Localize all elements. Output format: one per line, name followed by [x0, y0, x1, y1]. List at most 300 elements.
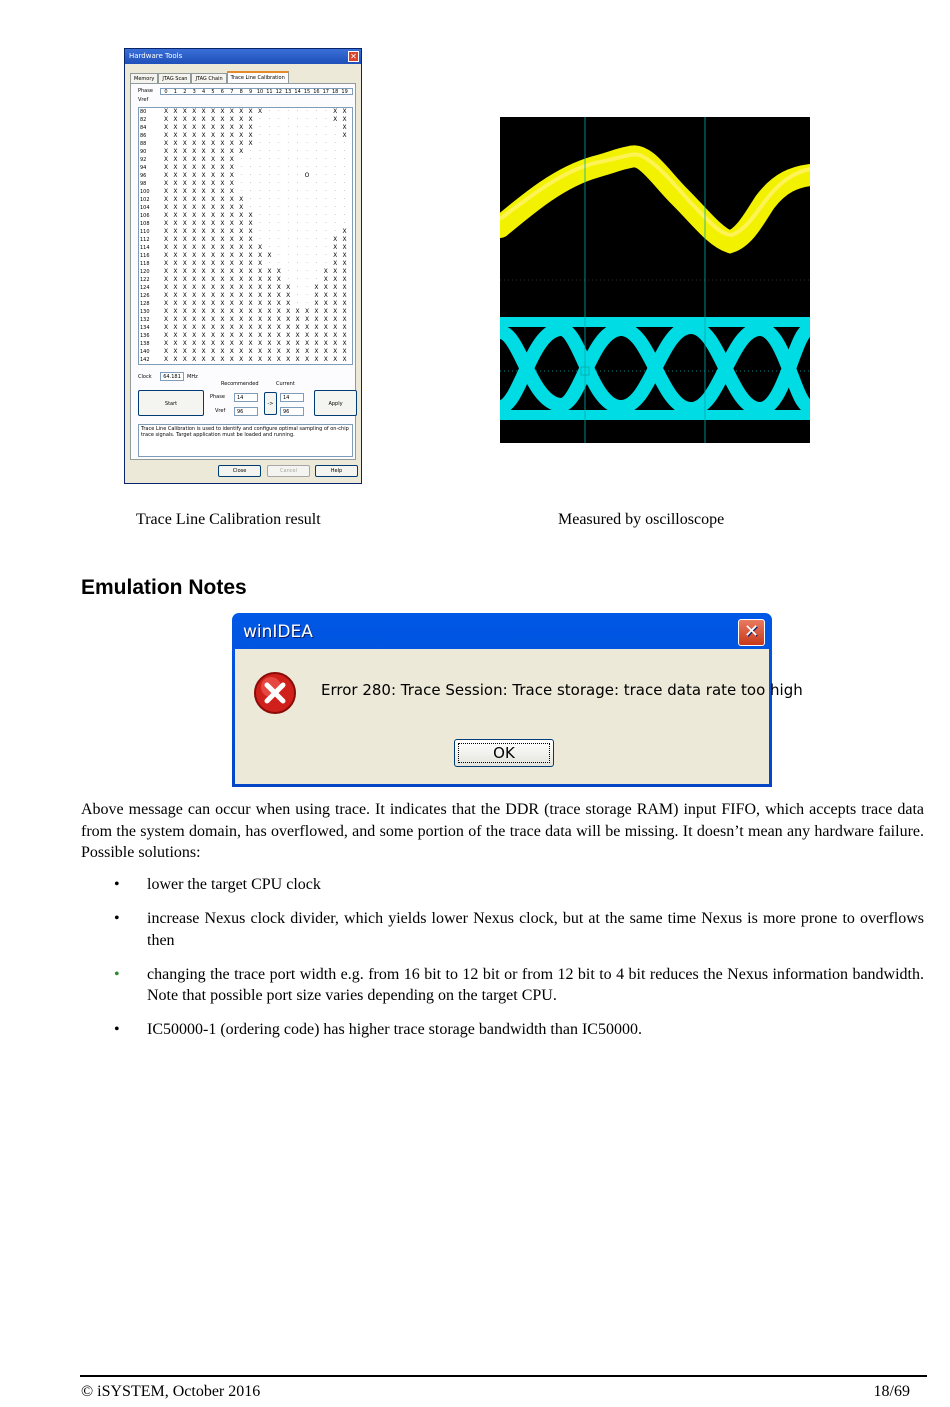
grid-cell-pass[interactable]: ·: [249, 196, 252, 203]
grid-cell-fail[interactable]: X: [182, 356, 187, 363]
grid-cell-fail[interactable]: X: [201, 300, 206, 307]
grid-cell-fail[interactable]: X: [182, 252, 187, 259]
grid-cell-fail[interactable]: X: [229, 140, 234, 147]
grid-cell-pass[interactable]: ·: [324, 116, 327, 123]
grid-cell-fail[interactable]: X: [210, 228, 216, 235]
grid-cell-pass[interactable]: ·: [315, 148, 318, 155]
grid-cell-pass[interactable]: ·: [268, 132, 271, 139]
grid-cell-fail[interactable]: X: [239, 252, 244, 259]
grid-cell-pass[interactable]: ·: [296, 196, 299, 203]
grid-cell-pass[interactable]: ·: [315, 260, 318, 267]
grid-cell-fail[interactable]: X: [210, 332, 216, 339]
grid-cell-fail[interactable]: X: [333, 316, 338, 323]
grid-cell-pass[interactable]: ·: [306, 276, 308, 283]
grid-cell-fail[interactable]: X: [286, 292, 291, 299]
grid-cell-pass[interactable]: ·: [277, 124, 280, 131]
grid-cell-fail[interactable]: X: [239, 308, 244, 315]
grid-cell-fail[interactable]: X: [304, 356, 310, 363]
grid-cell-fail[interactable]: X: [342, 316, 347, 323]
grid-cell-pass[interactable]: ·: [343, 196, 346, 203]
grid-cell-pass[interactable]: ·: [324, 260, 327, 267]
grid-cell-fail[interactable]: X: [229, 244, 234, 251]
ok-button[interactable]: OK: [454, 739, 554, 767]
grid-cell-fail[interactable]: X: [201, 260, 206, 267]
grid-cell-fail[interactable]: X: [248, 300, 253, 307]
grid-cell-fail[interactable]: X: [342, 340, 347, 347]
grid-cell-fail[interactable]: X: [220, 116, 225, 123]
grid-cell-fail[interactable]: X: [220, 284, 225, 291]
grid-cell-fail[interactable]: X: [229, 148, 234, 155]
grid-cell-fail[interactable]: X: [323, 268, 328, 275]
current-vref-field[interactable]: 96: [280, 407, 304, 416]
grid-cell-fail[interactable]: X: [182, 332, 187, 339]
grid-cell-pass[interactable]: ·: [306, 236, 308, 243]
grid-cell-pass[interactable]: ·: [324, 108, 327, 115]
grid-cell-fail[interactable]: X: [173, 260, 178, 267]
grid-cell-fail[interactable]: X: [323, 292, 328, 299]
grid-cell-pass[interactable]: ·: [277, 220, 280, 227]
grid-cell-pass[interactable]: ·: [296, 236, 299, 243]
grid-cell-pass[interactable]: ·: [268, 180, 271, 187]
close-icon[interactable]: ✕: [738, 619, 765, 646]
grid-cell-fail[interactable]: X: [163, 252, 169, 259]
grid-cell-fail[interactable]: X: [248, 348, 253, 355]
close-button[interactable]: Close: [218, 465, 261, 477]
grid-cell-pass[interactable]: ·: [277, 116, 280, 123]
grid-cell-fail[interactable]: X: [210, 324, 216, 331]
grid-cell-fail[interactable]: X: [229, 180, 234, 187]
grid-cell-fail[interactable]: X: [173, 116, 178, 123]
grid-cell-fail[interactable]: X: [333, 260, 338, 267]
grid-cell-fail[interactable]: X: [201, 124, 206, 131]
grid-cell-pass[interactable]: ·: [268, 164, 271, 171]
grid-cell-pass[interactable]: ·: [306, 268, 308, 275]
grid-cell-pass[interactable]: ·: [315, 236, 318, 243]
grid-cell-pass[interactable]: ·: [315, 140, 318, 147]
grid-cell-fail[interactable]: X: [210, 268, 216, 275]
grid-cell-fail[interactable]: X: [173, 284, 178, 291]
grid-cell-pass[interactable]: ·: [268, 244, 271, 251]
grid-cell-pass[interactable]: ·: [296, 140, 299, 147]
grid-cell-pass[interactable]: ·: [277, 164, 280, 171]
grid-cell-fail[interactable]: X: [182, 196, 187, 203]
grid-cell-fail[interactable]: X: [220, 252, 225, 259]
grid-cell-fail[interactable]: X: [323, 300, 328, 307]
grid-cell-fail[interactable]: X: [192, 140, 197, 147]
grid-cell-fail[interactable]: X: [333, 324, 338, 331]
grid-cell-fail[interactable]: X: [342, 260, 347, 267]
grid-cell-fail[interactable]: X: [163, 356, 169, 363]
grid-cell-pass[interactable]: ·: [277, 236, 280, 243]
grid-cell-pass[interactable]: ·: [306, 212, 308, 219]
grid-cell-fail[interactable]: X: [210, 356, 216, 363]
grid-cell-fail[interactable]: X: [163, 332, 169, 339]
grid-cell-fail[interactable]: X: [333, 308, 338, 315]
grid-cell-pass[interactable]: ·: [315, 124, 318, 131]
grid-cell-fail[interactable]: X: [248, 276, 253, 283]
grid-cell-fail[interactable]: X: [182, 212, 187, 219]
grid-cell-fail[interactable]: X: [192, 244, 197, 251]
grid-cell-pass[interactable]: ·: [315, 172, 318, 179]
grid-cell-fail[interactable]: X: [220, 196, 225, 203]
grid-cell-fail[interactable]: X: [163, 148, 169, 155]
grid-cell-fail[interactable]: X: [182, 108, 187, 115]
grid-cell-fail[interactable]: X: [163, 188, 169, 195]
grid-cell-fail[interactable]: X: [304, 324, 310, 331]
grid-cell-fail[interactable]: X: [163, 308, 169, 315]
grid-cell-pass[interactable]: ·: [324, 212, 327, 219]
grid-cell-fail[interactable]: X: [248, 268, 253, 275]
grid-cell-fail[interactable]: X: [163, 292, 169, 299]
grid-cell-pass[interactable]: ·: [324, 252, 327, 259]
grid-cell-fail[interactable]: X: [239, 212, 244, 219]
grid-cell-fail[interactable]: X: [192, 156, 197, 163]
grid-cell-pass[interactable]: ·: [334, 228, 337, 235]
grid-cell-fail[interactable]: X: [210, 252, 216, 259]
grid-cell-pass[interactable]: ·: [268, 156, 271, 163]
grid-cell-fail[interactable]: X: [210, 316, 216, 323]
grid-cell-pass[interactable]: ·: [277, 252, 280, 259]
grid-cell-pass[interactable]: ·: [259, 204, 261, 211]
grid-cell-fail[interactable]: X: [220, 292, 225, 299]
grid-cell-fail[interactable]: X: [192, 180, 197, 187]
grid-cell-fail[interactable]: X: [276, 340, 281, 347]
grid-cell-fail[interactable]: X: [220, 348, 225, 355]
grid-cell-fail[interactable]: X: [173, 292, 178, 299]
grid-cell-fail[interactable]: X: [267, 276, 272, 283]
grid-cell-fail[interactable]: X: [248, 252, 253, 259]
grid-cell-fail[interactable]: X: [182, 308, 187, 315]
grid-cell-pass[interactable]: ·: [240, 180, 243, 187]
grid-cell-fail[interactable]: X: [295, 324, 300, 331]
grid-cell-fail[interactable]: X: [163, 228, 169, 235]
grid-cell-pass[interactable]: ·: [334, 156, 337, 163]
grid-cell-fail[interactable]: X: [323, 332, 328, 339]
grid-cell-fail[interactable]: X: [304, 332, 310, 339]
grid-cell-fail[interactable]: X: [286, 332, 291, 339]
grid-cell-pass[interactable]: ·: [268, 204, 271, 211]
grid-cell-fail[interactable]: X: [314, 284, 319, 291]
grid-cell-fail[interactable]: X: [192, 132, 197, 139]
grid-cell-fail[interactable]: X: [333, 244, 338, 251]
grid-cell-fail[interactable]: X: [220, 228, 225, 235]
grid-cell-fail[interactable]: X: [286, 316, 291, 323]
grid-cell-pass[interactable]: ·: [259, 156, 261, 163]
grid-cell-fail[interactable]: X: [239, 268, 244, 275]
grid-cell-fail[interactable]: X: [286, 324, 291, 331]
grid-cell-pass[interactable]: ·: [240, 172, 243, 179]
grid-cell-pass[interactable]: ·: [287, 188, 290, 195]
grid-cell-fail[interactable]: X: [182, 116, 187, 123]
grid-cell-fail[interactable]: X: [220, 108, 225, 115]
grid-cell-pass[interactable]: ·: [287, 172, 290, 179]
grid-cell-fail[interactable]: X: [182, 348, 187, 355]
grid-cell-fail[interactable]: X: [239, 140, 244, 147]
grid-cell-fail[interactable]: X: [220, 124, 225, 131]
grid-cell-pass[interactable]: ·: [296, 244, 299, 251]
grid-cell-fail[interactable]: X: [182, 324, 187, 331]
tab-memory[interactable]: Memory: [130, 73, 158, 84]
grid-cell-pass[interactable]: ·: [277, 244, 280, 251]
grid-cell-pass[interactable]: ·: [324, 164, 327, 171]
grid-cell-pass[interactable]: ·: [287, 244, 290, 251]
grid-cell-fail[interactable]: X: [267, 332, 272, 339]
grid-cell-fail[interactable]: X: [342, 132, 347, 139]
grid-cell-fail[interactable]: X: [239, 196, 244, 203]
grid-cell-pass[interactable]: ·: [268, 236, 271, 243]
grid-cell-pass[interactable]: ·: [277, 156, 280, 163]
grid-cell-fail[interactable]: X: [210, 124, 216, 131]
grid-cell-fail[interactable]: X: [220, 164, 225, 171]
grid-cell-fail[interactable]: X: [201, 164, 206, 171]
grid-cell-fail[interactable]: X: [220, 212, 225, 219]
grid-cell-pass[interactable]: ·: [268, 212, 271, 219]
grid-cell-pass[interactable]: ·: [259, 140, 261, 147]
grid-cell-pass[interactable]: ·: [296, 108, 299, 115]
grid-cell-pass[interactable]: ·: [287, 116, 290, 123]
grid-cell-fail[interactable]: X: [229, 132, 234, 139]
grid-cell-fail[interactable]: X: [210, 116, 216, 123]
grid-cell-fail[interactable]: X: [173, 220, 178, 227]
grid-cell-fail[interactable]: X: [342, 300, 347, 307]
grid-cell-pass[interactable]: ·: [277, 180, 280, 187]
grid-cell-pass[interactable]: ·: [296, 148, 299, 155]
grid-cell-pass[interactable]: ·: [315, 220, 318, 227]
grid-cell-pass[interactable]: ·: [315, 156, 318, 163]
grid-cell-fail[interactable]: X: [173, 132, 178, 139]
grid-cell-fail[interactable]: X: [201, 244, 206, 251]
grid-cell-fail[interactable]: X: [173, 140, 178, 147]
recommended-vref-field[interactable]: 96: [234, 407, 258, 416]
grid-cell-pass[interactable]: ·: [296, 116, 299, 123]
grid-cell-fail[interactable]: X: [192, 316, 197, 323]
grid-cell-pass[interactable]: ·: [315, 180, 318, 187]
grid-cell-fail[interactable]: X: [210, 276, 216, 283]
grid-cell-pass[interactable]: ·: [334, 164, 337, 171]
grid-cell-fail[interactable]: X: [163, 284, 169, 291]
grid-cell-pass[interactable]: ·: [287, 108, 290, 115]
grid-cell-fail[interactable]: X: [239, 300, 244, 307]
grid-cell-fail[interactable]: X: [257, 276, 263, 283]
grid-cell-pass[interactable]: ·: [306, 204, 308, 211]
grid-cell-pass[interactable]: ·: [287, 180, 290, 187]
grid-cell-fail[interactable]: X: [239, 332, 244, 339]
grid-cell-fail[interactable]: X: [239, 316, 244, 323]
grid-cell-fail[interactable]: X: [220, 244, 225, 251]
grid-cell-fail[interactable]: X: [173, 196, 178, 203]
grid-cell-fail[interactable]: X: [333, 332, 338, 339]
grid-cell-fail[interactable]: X: [239, 324, 244, 331]
grid-cell-selected[interactable]: O: [304, 172, 310, 179]
grid-cell-fail[interactable]: X: [333, 116, 338, 123]
grid-cell-pass[interactable]: ·: [277, 172, 280, 179]
grid-cell-fail[interactable]: X: [276, 284, 281, 291]
grid-cell-fail[interactable]: X: [286, 300, 291, 307]
grid-cell-fail[interactable]: X: [210, 140, 216, 147]
grid-cell-pass[interactable]: ·: [296, 132, 299, 139]
grid-cell-fail[interactable]: X: [182, 236, 187, 243]
grid-cell-fail[interactable]: X: [192, 356, 197, 363]
grid-cell-fail[interactable]: X: [210, 220, 216, 227]
grid-cell-fail[interactable]: X: [173, 188, 178, 195]
grid-cell-pass[interactable]: ·: [277, 140, 280, 147]
grid-cell-fail[interactable]: X: [267, 300, 272, 307]
grid-cell-fail[interactable]: X: [173, 156, 178, 163]
grid-cell-pass[interactable]: ·: [315, 132, 318, 139]
grid-cell-pass[interactable]: ·: [259, 148, 261, 155]
grid-cell-fail[interactable]: X: [239, 260, 244, 267]
grid-cell-fail[interactable]: X: [314, 300, 319, 307]
grid-cell-fail[interactable]: X: [192, 212, 197, 219]
grid-cell-fail[interactable]: X: [257, 356, 263, 363]
grid-cell-fail[interactable]: X: [248, 132, 253, 139]
grid-cell-pass[interactable]: ·: [343, 140, 346, 147]
grid-cell-fail[interactable]: X: [220, 260, 225, 267]
grid-cell-fail[interactable]: X: [323, 356, 328, 363]
grid-cell-fail[interactable]: X: [173, 252, 178, 259]
grid-cell-fail[interactable]: X: [173, 340, 178, 347]
grid-cell-pass[interactable]: ·: [268, 108, 271, 115]
grid-cell-fail[interactable]: X: [248, 316, 253, 323]
grid-cell-fail[interactable]: X: [192, 308, 197, 315]
grid-cell-fail[interactable]: X: [163, 244, 169, 251]
grid-cell-fail[interactable]: X: [229, 196, 234, 203]
grid-cell-fail[interactable]: X: [182, 300, 187, 307]
grid-cell-fail[interactable]: X: [248, 228, 253, 235]
grid-cell-pass[interactable]: ·: [249, 180, 252, 187]
grid-cell-pass[interactable]: ·: [249, 164, 252, 171]
grid-cell-pass[interactable]: ·: [315, 108, 318, 115]
grid-cell-pass[interactable]: ·: [334, 180, 337, 187]
grid-cell-pass[interactable]: ·: [287, 268, 290, 275]
grid-cell-fail[interactable]: X: [333, 276, 338, 283]
grid-cell-pass[interactable]: ·: [277, 204, 280, 211]
grid-cell-pass[interactable]: ·: [315, 252, 318, 259]
grid-cell-pass[interactable]: ·: [249, 188, 252, 195]
grid-cell-fail[interactable]: X: [342, 228, 347, 235]
grid-cell-pass[interactable]: ·: [240, 156, 243, 163]
grid-cell-fail[interactable]: X: [248, 324, 253, 331]
grid-cell-pass[interactable]: ·: [277, 212, 280, 219]
grid-cell-pass[interactable]: ·: [277, 132, 280, 139]
grid-cell-fail[interactable]: X: [295, 348, 300, 355]
grid-cell-fail[interactable]: X: [229, 340, 234, 347]
grid-cell-pass[interactable]: ·: [268, 116, 271, 123]
grid-cell-fail[interactable]: X: [239, 356, 244, 363]
recommended-phase-field[interactable]: 14: [234, 393, 258, 402]
grid-cell-pass[interactable]: ·: [259, 212, 261, 219]
grid-cell-fail[interactable]: X: [192, 188, 197, 195]
grid-cell-fail[interactable]: X: [248, 140, 253, 147]
grid-cell-fail[interactable]: X: [295, 356, 300, 363]
grid-cell-pass[interactable]: ·: [287, 148, 290, 155]
grid-cell-fail[interactable]: X: [192, 348, 197, 355]
grid-cell-pass[interactable]: ·: [277, 228, 280, 235]
grid-cell-fail[interactable]: X: [267, 340, 272, 347]
grid-cell-fail[interactable]: X: [163, 324, 169, 331]
grid-cell-pass[interactable]: ·: [343, 188, 346, 195]
grid-cell-pass[interactable]: ·: [306, 196, 308, 203]
grid-cell-fail[interactable]: X: [267, 292, 272, 299]
grid-cell-fail[interactable]: X: [173, 276, 178, 283]
grid-cell-fail[interactable]: X: [229, 276, 234, 283]
grid-cell-fail[interactable]: X: [163, 276, 169, 283]
grid-cell-fail[interactable]: X: [257, 308, 263, 315]
grid-cell-fail[interactable]: X: [182, 244, 187, 251]
grid-cell-fail[interactable]: X: [192, 252, 197, 259]
grid-cell-fail[interactable]: X: [173, 204, 178, 211]
grid-cell-fail[interactable]: X: [342, 348, 347, 355]
grid-cell-pass[interactable]: ·: [259, 132, 261, 139]
grid-cell-fail[interactable]: X: [239, 284, 244, 291]
grid-cell-fail[interactable]: X: [201, 212, 206, 219]
grid-cell-pass[interactable]: ·: [268, 188, 271, 195]
grid-cell-fail[interactable]: X: [173, 316, 178, 323]
grid-cell-fail[interactable]: X: [239, 148, 244, 155]
grid-cell-fail[interactable]: X: [248, 308, 253, 315]
grid-cell-pass[interactable]: ·: [306, 148, 308, 155]
grid-cell-pass[interactable]: ·: [334, 172, 337, 179]
grid-cell-pass[interactable]: ·: [268, 140, 271, 147]
grid-cell-fail[interactable]: X: [333, 292, 338, 299]
grid-cell-pass[interactable]: ·: [268, 228, 271, 235]
grid-cell-fail[interactable]: X: [163, 116, 169, 123]
grid-cell-pass[interactable]: ·: [306, 108, 308, 115]
grid-cell-pass[interactable]: ·: [306, 140, 308, 147]
grid-cell-pass[interactable]: ·: [306, 220, 308, 227]
grid-cell-fail[interactable]: X: [342, 252, 347, 259]
grid-cell-fail[interactable]: X: [257, 252, 263, 259]
grid-cell-pass[interactable]: ·: [306, 132, 308, 139]
grid-cell-pass[interactable]: ·: [324, 172, 327, 179]
grid-cell-fail[interactable]: X: [342, 308, 347, 315]
grid-cell-fail[interactable]: X: [163, 124, 169, 131]
grid-cell-fail[interactable]: X: [276, 308, 281, 315]
grid-cell-pass[interactable]: ·: [249, 204, 252, 211]
grid-cell-fail[interactable]: X: [229, 324, 234, 331]
grid-cell-fail[interactable]: X: [173, 212, 178, 219]
grid-cell-fail[interactable]: X: [210, 340, 216, 347]
grid-cell-fail[interactable]: X: [192, 116, 197, 123]
grid-cell-pass[interactable]: ·: [315, 164, 318, 171]
grid-cell-fail[interactable]: X: [182, 276, 187, 283]
tab-trace-line-calibration[interactable]: Trace Line Calibration: [227, 71, 289, 85]
grid-cell-fail[interactable]: X: [210, 284, 216, 291]
grid-cell-pass[interactable]: ·: [296, 252, 299, 259]
grid-cell-fail[interactable]: X: [220, 332, 225, 339]
grid-cell-fail[interactable]: X: [201, 196, 206, 203]
grid-cell-fail[interactable]: X: [210, 212, 216, 219]
grid-cell-fail[interactable]: X: [342, 124, 347, 131]
grid-cell-fail[interactable]: X: [201, 268, 206, 275]
grid-cell-fail[interactable]: X: [314, 348, 319, 355]
grid-cell-pass[interactable]: ·: [306, 124, 308, 131]
grid-cell-fail[interactable]: X: [229, 212, 234, 219]
grid-cell-fail[interactable]: X: [267, 268, 272, 275]
grid-cell-fail[interactable]: X: [192, 204, 197, 211]
start-button[interactable]: Start: [138, 390, 204, 416]
grid-cell-pass[interactable]: ·: [287, 164, 290, 171]
grid-cell-fail[interactable]: X: [295, 340, 300, 347]
grid-cell-pass[interactable]: ·: [296, 228, 299, 235]
grid-cell-pass[interactable]: ·: [315, 276, 318, 283]
grid-cell-fail[interactable]: X: [173, 308, 178, 315]
grid-cell-fail[interactable]: X: [210, 300, 216, 307]
grid-cell-fail[interactable]: X: [210, 164, 216, 171]
grid-cell-fail[interactable]: X: [248, 108, 253, 115]
grid-cell-fail[interactable]: X: [173, 108, 178, 115]
grid-cell-fail[interactable]: X: [229, 236, 234, 243]
